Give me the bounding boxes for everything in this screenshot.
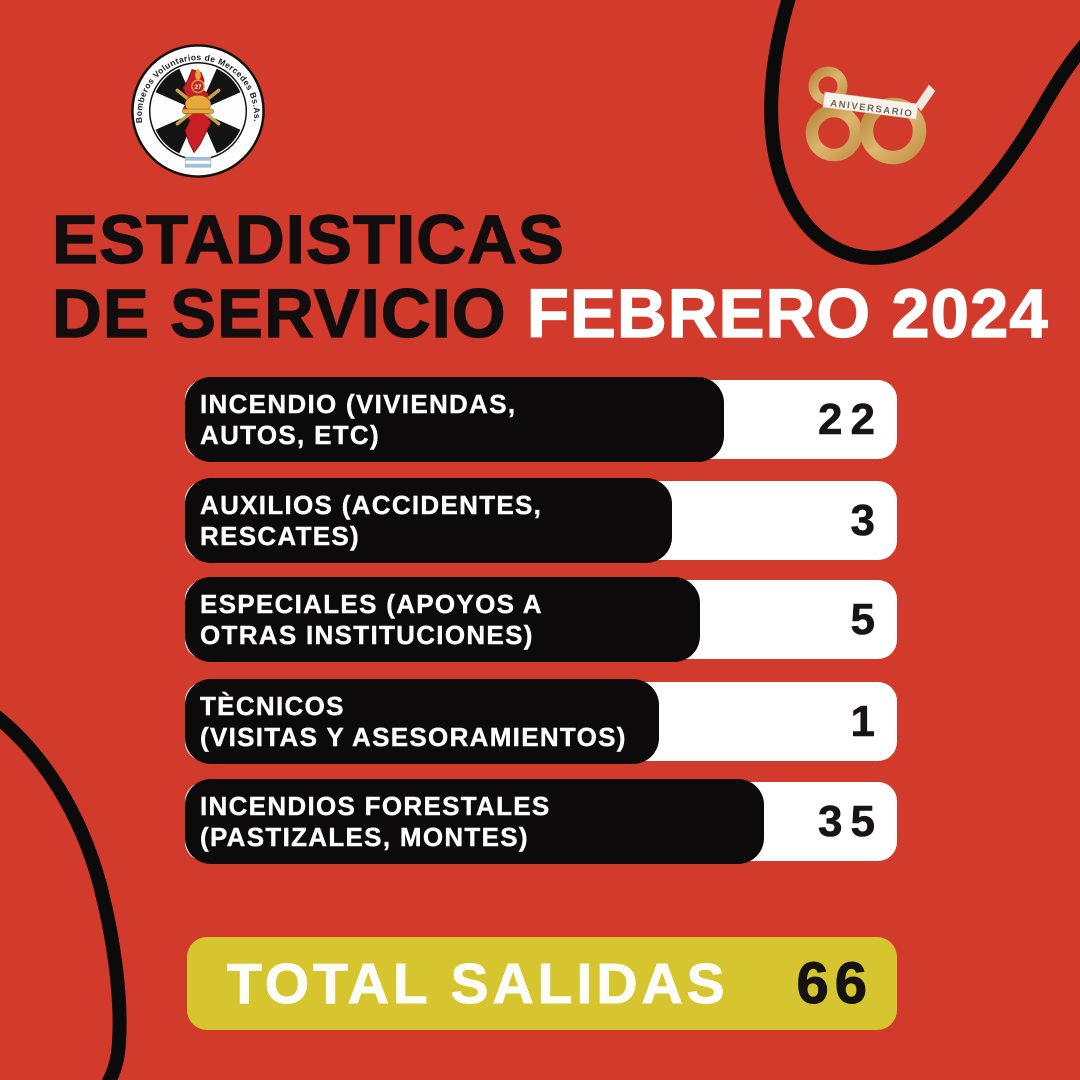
stat-label-line1: INCENDIOS FORESTALES bbox=[200, 790, 551, 821]
badge-unit-number bbox=[192, 80, 204, 92]
stat-label-line1: AUXILIOS (ACCIDENTES, bbox=[200, 489, 543, 520]
stat-value: 35 bbox=[818, 796, 883, 846]
title-line-1: ESTADISTICAS bbox=[52, 201, 565, 278]
badge-ring-text: Bomberos Voluntarios de Mercedes Bs.As. bbox=[133, 52, 263, 124]
bar-fill bbox=[185, 779, 764, 864]
page-title bbox=[52, 203, 1049, 351]
stat-label-line1: INCENDIO (VIVIENDAS, bbox=[200, 388, 517, 419]
stat-label-line1: ESPECIALES (APOYOS A bbox=[200, 588, 543, 619]
total-bar bbox=[187, 937, 897, 1030]
stat-row-incendio bbox=[185, 380, 897, 459]
argentina-flag-icon bbox=[185, 157, 211, 167]
bar-fill bbox=[185, 478, 672, 563]
title-line-2 bbox=[52, 277, 1049, 351]
fire-department-badge bbox=[129, 42, 267, 180]
stat-value: 5 bbox=[850, 594, 883, 644]
stat-label-line2: OTRAS INSTITUCIONES) bbox=[200, 619, 534, 650]
stat-label-line2: (PASTIZALES, MONTES) bbox=[200, 821, 529, 852]
title-line-2-dark: DE SERVICIO bbox=[52, 275, 527, 352]
stat-value: 22 bbox=[818, 394, 883, 444]
stat-row-tecnicos bbox=[185, 682, 897, 761]
stat-value: 3 bbox=[850, 495, 883, 545]
bar-fill bbox=[185, 679, 659, 764]
anniversary-ribbon-text: ANIVERSARIO bbox=[829, 98, 914, 120]
total-label: TOTAL SALIDAS bbox=[227, 951, 729, 1016]
decorative-curve-bottom-left bbox=[0, 710, 120, 1080]
stat-row-especiales bbox=[185, 580, 897, 659]
svg-text:27: 27 bbox=[194, 83, 202, 91]
stat-label-line2: AUTOS, ETC) bbox=[200, 419, 380, 450]
bar-fill bbox=[185, 377, 724, 462]
anniversary-80-logo bbox=[795, 58, 947, 176]
stat-value: 1 bbox=[850, 696, 883, 746]
total-value: 66 bbox=[796, 951, 873, 1016]
stat-row-auxilios bbox=[185, 481, 897, 560]
stat-label-line2: RESCATES) bbox=[200, 520, 361, 551]
bar-fill bbox=[185, 577, 700, 662]
stat-label-line2: (VISITAS Y ASESORAMIENTOS) bbox=[200, 721, 627, 752]
stat-label-line1: TÈCNICOS bbox=[200, 690, 345, 721]
title-line-2-light: FEBRERO 2024 bbox=[526, 275, 1049, 352]
stat-row-incendios-forestales bbox=[185, 782, 897, 861]
